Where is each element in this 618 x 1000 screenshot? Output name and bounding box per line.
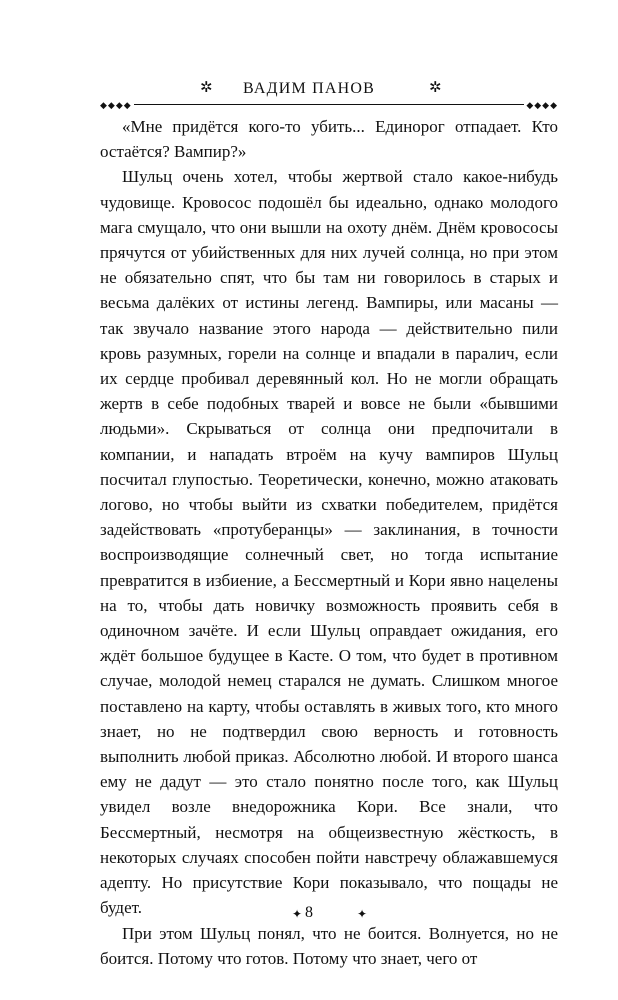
header-author: ВАДИМ ПАНОВ bbox=[242, 80, 375, 97]
running-header bbox=[0, 78, 618, 102]
paragraph-2: Шульц очень хотел, чтобы жертвой стало какое-нибудь чудовище. Кровосос подошёл бы идеально, однако молодого мага смущало, что они вышли на охоту днём. Днём кровососы прячутся от убийственных для них лучей солнца, но при этом не обязательно спят, что бы там ни говорилось в старых и весьма далёких от истины легенд. Вампиры, или масаны — так звучало название этого народа — действительно пили кровь разумных, горели на солнце и впадали в паралич, если их сердце пробивал деревянный кол. Но не могли обращать жертв в себе подобных тварей и вовсе не были «бывшими людьми». Скрываться от солнца они предпочитали в компании, и нападать втроём на кучу вампиров Шульц посчитал глупостью. Теоретически, конечно, можно атаковать логово, но чтобы выйти из схватки победителем, придётся задействовать «протуберанцы» — заклинания, в точности воспроизводящие солнечный свет, но тогда испытание превратится в избиение, а Бессмертный и Кори явно нацелены на то, чтобы дать новичку возможность проявить себя в одиночном зачёте. И если Шульц оправдает ожидания, его ждёт большое будущее в Касте. О том, что будет в противном случае, молодой немец старался не думать. Слишком многое поставлено на карту, чтобы оставлять в живых того, кто много знает, но не подтвердил свою верность и готовность выполнить любой приказ. Абсолютно любой. И второго шанса ему не дадут — это стало понятно после того, как Шульц увидел возле внедорожника Кори. Все знали, что Бессмертный, несмотря на общеизвестную жёсткость, в некоторых случаях способен пойти навстречу облажавшемуся адепту. Но присутствие Кори показывало, что пощады не будет. bbox=[100, 167, 558, 918]
rule-dots-left-icon: ◆◆◆◆ bbox=[100, 100, 132, 110]
page-footer bbox=[0, 903, 618, 925]
body-text bbox=[100, 114, 558, 971]
paragraph-3: При этом Шульц понял, что не боится. Волнуется, но не боится. Потому что готов. Потому что знает, чего от bbox=[100, 923, 558, 968]
header-rule bbox=[100, 100, 558, 110]
rule-line bbox=[134, 104, 524, 105]
footer-diamond-left-icon: ✦ bbox=[292, 907, 303, 921]
paragraph-1: «Мне придётся кого-то убить... Единорог отпадает. Кто остаётся? Вампир?» bbox=[100, 117, 558, 162]
page-number: 8 bbox=[305, 904, 313, 921]
rule-dots-right-icon: ◆◆◆◆ bbox=[526, 100, 558, 110]
header-ornament-right-icon: ✲ bbox=[429, 80, 442, 96]
footer-diamond-right-icon: ✦ bbox=[357, 907, 368, 921]
header-ornament-left-icon: ✲ bbox=[200, 80, 213, 96]
